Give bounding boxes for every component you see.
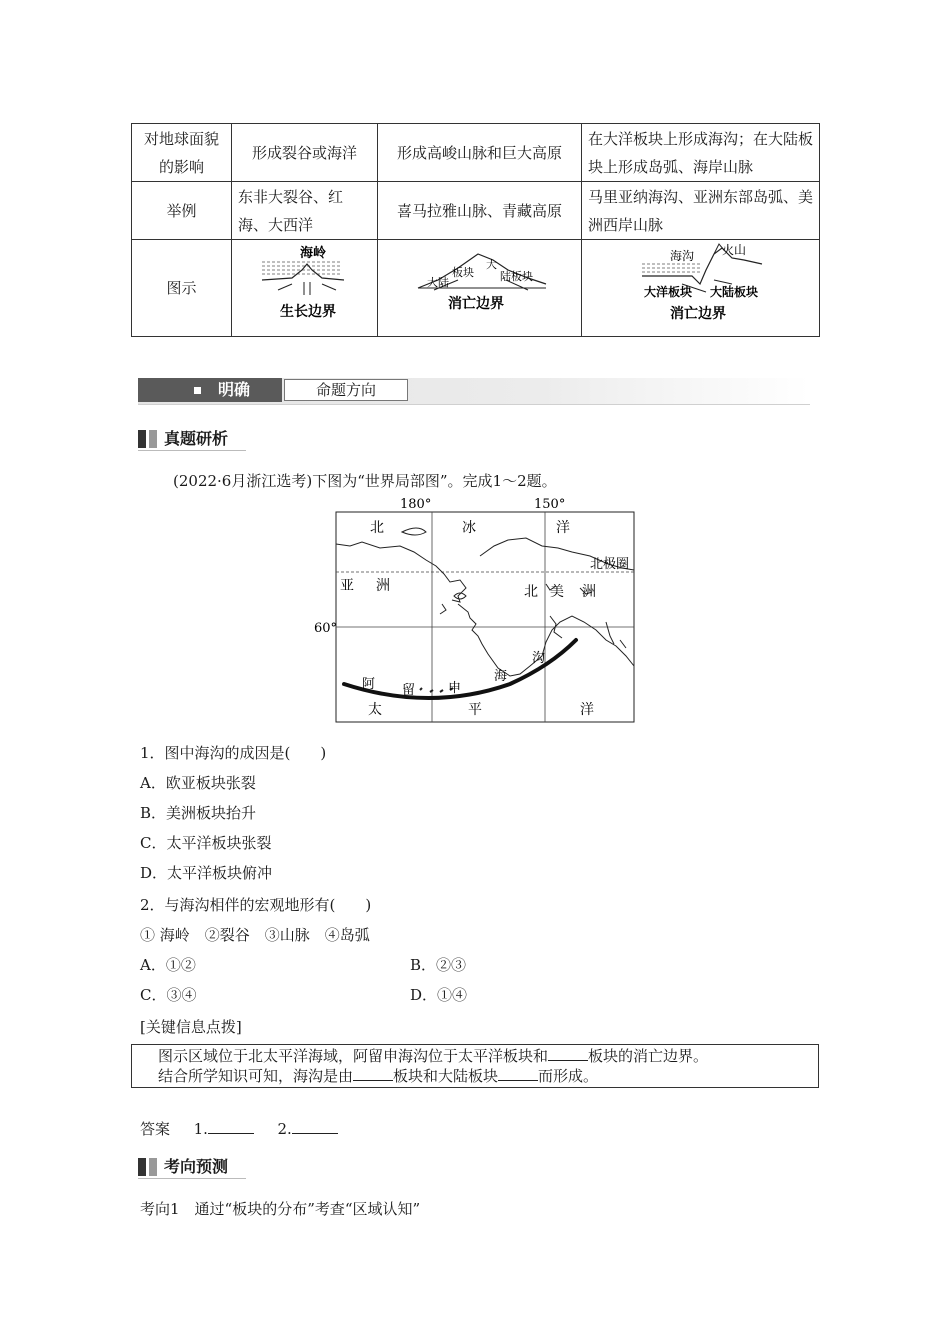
asia-2: 洲 bbox=[376, 578, 390, 594]
trench-4: 海 bbox=[494, 669, 508, 684]
fill-blank[interactable] bbox=[353, 1066, 393, 1081]
q1-option-a[interactable]: A．欧亚板块张裂 bbox=[140, 774, 256, 792]
diagram-convergent-continental bbox=[378, 240, 582, 337]
intro-text: (2022·6月浙江选考)下图为“世界局部图”。完成1～2题。 bbox=[173, 472, 557, 490]
cell: 形成裂谷或海洋 bbox=[232, 124, 378, 182]
heading-marker-icon bbox=[138, 1158, 146, 1176]
q2-option-b[interactable]: B．②③ bbox=[410, 956, 467, 974]
direction-1: 考向1 通过“板块的分布”考查“区域认知” bbox=[140, 1200, 421, 1218]
diagram-divergent bbox=[232, 240, 378, 337]
cell: 马里亚纳海沟、亚洲东部岛弧、美洲西岸山脉 bbox=[582, 182, 820, 240]
table-row bbox=[132, 124, 820, 182]
answer-line bbox=[140, 1118, 338, 1139]
key-text: 图示区域位于北太平洋海域，阿留申海沟位于太平洋板块和 bbox=[158, 1047, 549, 1065]
aleutian-map bbox=[310, 496, 650, 726]
trench-5: 沟 bbox=[532, 651, 546, 666]
answer-1-blank[interactable] bbox=[208, 1119, 254, 1134]
cell: 在大洋板块上形成海沟；在大陆板块上形成岛弧、海岸山脉 bbox=[582, 124, 820, 182]
world-map-figure bbox=[310, 496, 650, 726]
label-subduction-boundary-2: 消亡边界 bbox=[670, 306, 726, 322]
label-continental-plate: 大陆板块 bbox=[710, 285, 759, 299]
label-big: 大 bbox=[486, 258, 497, 271]
section-banner-dark bbox=[138, 378, 282, 402]
cell: 喜马拉雅山脉、青藏高原 bbox=[378, 182, 582, 240]
na-2: 美 bbox=[550, 584, 564, 600]
fill-blank[interactable] bbox=[498, 1066, 538, 1081]
heading-prediction bbox=[138, 1156, 338, 1178]
label-continent-prefix: 大陆 bbox=[427, 276, 449, 289]
heading-marker-icon bbox=[149, 430, 157, 448]
heading-marker-icon bbox=[149, 1158, 157, 1176]
q1-option-d[interactable]: D．太平洋板块俯冲 bbox=[140, 864, 273, 882]
diagram-convergent-oceanic bbox=[582, 240, 820, 337]
q1-option-b[interactable]: B．美洲板块抬升 bbox=[140, 804, 257, 822]
label-trench: 海沟 bbox=[670, 249, 695, 263]
na-1: 北 bbox=[524, 584, 538, 600]
label-growth-boundary: 生长边界 bbox=[280, 304, 336, 320]
section-subtitle: 命题方向 bbox=[284, 379, 408, 401]
q2-items: ① 海岭 ②裂谷 ③山脉 ④岛弧 bbox=[140, 926, 370, 944]
key-text: 结合所学知识可知，海沟是由 bbox=[158, 1067, 354, 1085]
heading-underline bbox=[138, 450, 246, 451]
label-plate-right: 陆板块 bbox=[500, 270, 533, 283]
answer-1-label: 1. bbox=[193, 1120, 208, 1138]
answer-2-blank[interactable] bbox=[292, 1119, 338, 1134]
table-row bbox=[132, 240, 820, 337]
trench-3: 申 bbox=[448, 681, 462, 696]
arctic-circle-label: 北极圈 bbox=[590, 557, 630, 572]
row-label: 图示 bbox=[132, 240, 232, 337]
row-label: 对地球面貌的影响 bbox=[132, 124, 232, 182]
divider bbox=[138, 404, 810, 405]
cell: 形成高峻山脉和巨大高原 bbox=[378, 124, 582, 182]
cell: 东非大裂谷、红海、大西洋 bbox=[232, 182, 378, 240]
ocean-continent-diagram bbox=[582, 240, 820, 327]
arctic-1: 北 bbox=[370, 520, 384, 536]
lon-180-label: 180° bbox=[400, 497, 432, 512]
key-text: 板块的消亡边界。 bbox=[588, 1047, 709, 1065]
label-subduction-boundary: 消亡边界 bbox=[448, 296, 504, 312]
q2-option-a[interactable]: A．①② bbox=[140, 956, 196, 974]
pacific-2: 平 bbox=[468, 702, 482, 718]
fill-blank[interactable] bbox=[548, 1046, 588, 1061]
q1-option-c[interactable]: C．太平洋板块张裂 bbox=[140, 834, 272, 852]
plate-boundary-table bbox=[131, 123, 820, 337]
heading-text: 真题研析 bbox=[164, 429, 229, 448]
label-ridge: 海岭 bbox=[300, 246, 327, 261]
q2-option-c[interactable]: C．③④ bbox=[140, 986, 197, 1004]
lat-60-label: 60° bbox=[314, 621, 338, 636]
heading-past-exam bbox=[138, 428, 338, 450]
label-plate-left: 板块 bbox=[452, 266, 474, 279]
key-info-box bbox=[131, 1044, 819, 1088]
arctic-3: 洋 bbox=[556, 520, 570, 536]
label-oceanic-plate: 大洋板块 bbox=[644, 285, 693, 299]
answer-label: 答案 bbox=[140, 1120, 171, 1138]
q2-option-d[interactable]: D．①④ bbox=[410, 986, 468, 1004]
question-1-stem: 1．图中海沟的成因是( ) bbox=[140, 744, 327, 762]
key-info-line-2 bbox=[158, 1066, 598, 1086]
label-volcano: 火山 bbox=[722, 243, 747, 257]
pacific-3: 洋 bbox=[580, 702, 594, 718]
lon-150-label: 150° bbox=[534, 497, 566, 512]
key-text: 而形成。 bbox=[538, 1067, 599, 1085]
row-label: 举例 bbox=[132, 182, 232, 240]
divergent-boundary-diagram bbox=[232, 240, 378, 327]
key-info-title: [关键信息点拨] bbox=[140, 1018, 242, 1036]
heading-underline bbox=[138, 1178, 246, 1179]
section-banner bbox=[138, 378, 810, 404]
trench-1: 阿 bbox=[362, 677, 376, 692]
key-info-line-1 bbox=[158, 1046, 708, 1066]
section-title: 明确 bbox=[218, 380, 251, 399]
key-text: 板块和大陆板块 bbox=[393, 1067, 499, 1085]
square-icon bbox=[194, 387, 201, 394]
continental-collision-diagram bbox=[378, 240, 582, 327]
answer-2-label: 2. bbox=[277, 1120, 292, 1138]
table-row bbox=[132, 182, 820, 240]
trench-2: 留 bbox=[402, 683, 416, 698]
pacific-1: 太 bbox=[368, 702, 382, 718]
na-3: 洲 bbox=[582, 584, 596, 600]
asia-1: 亚 bbox=[340, 578, 354, 594]
arctic-2: 冰 bbox=[462, 520, 476, 536]
heading-marker-icon bbox=[138, 430, 146, 448]
question-2-stem: 2．与海沟相伴的宏观地形有( ) bbox=[140, 896, 372, 914]
heading-text: 考向预测 bbox=[164, 1157, 229, 1176]
